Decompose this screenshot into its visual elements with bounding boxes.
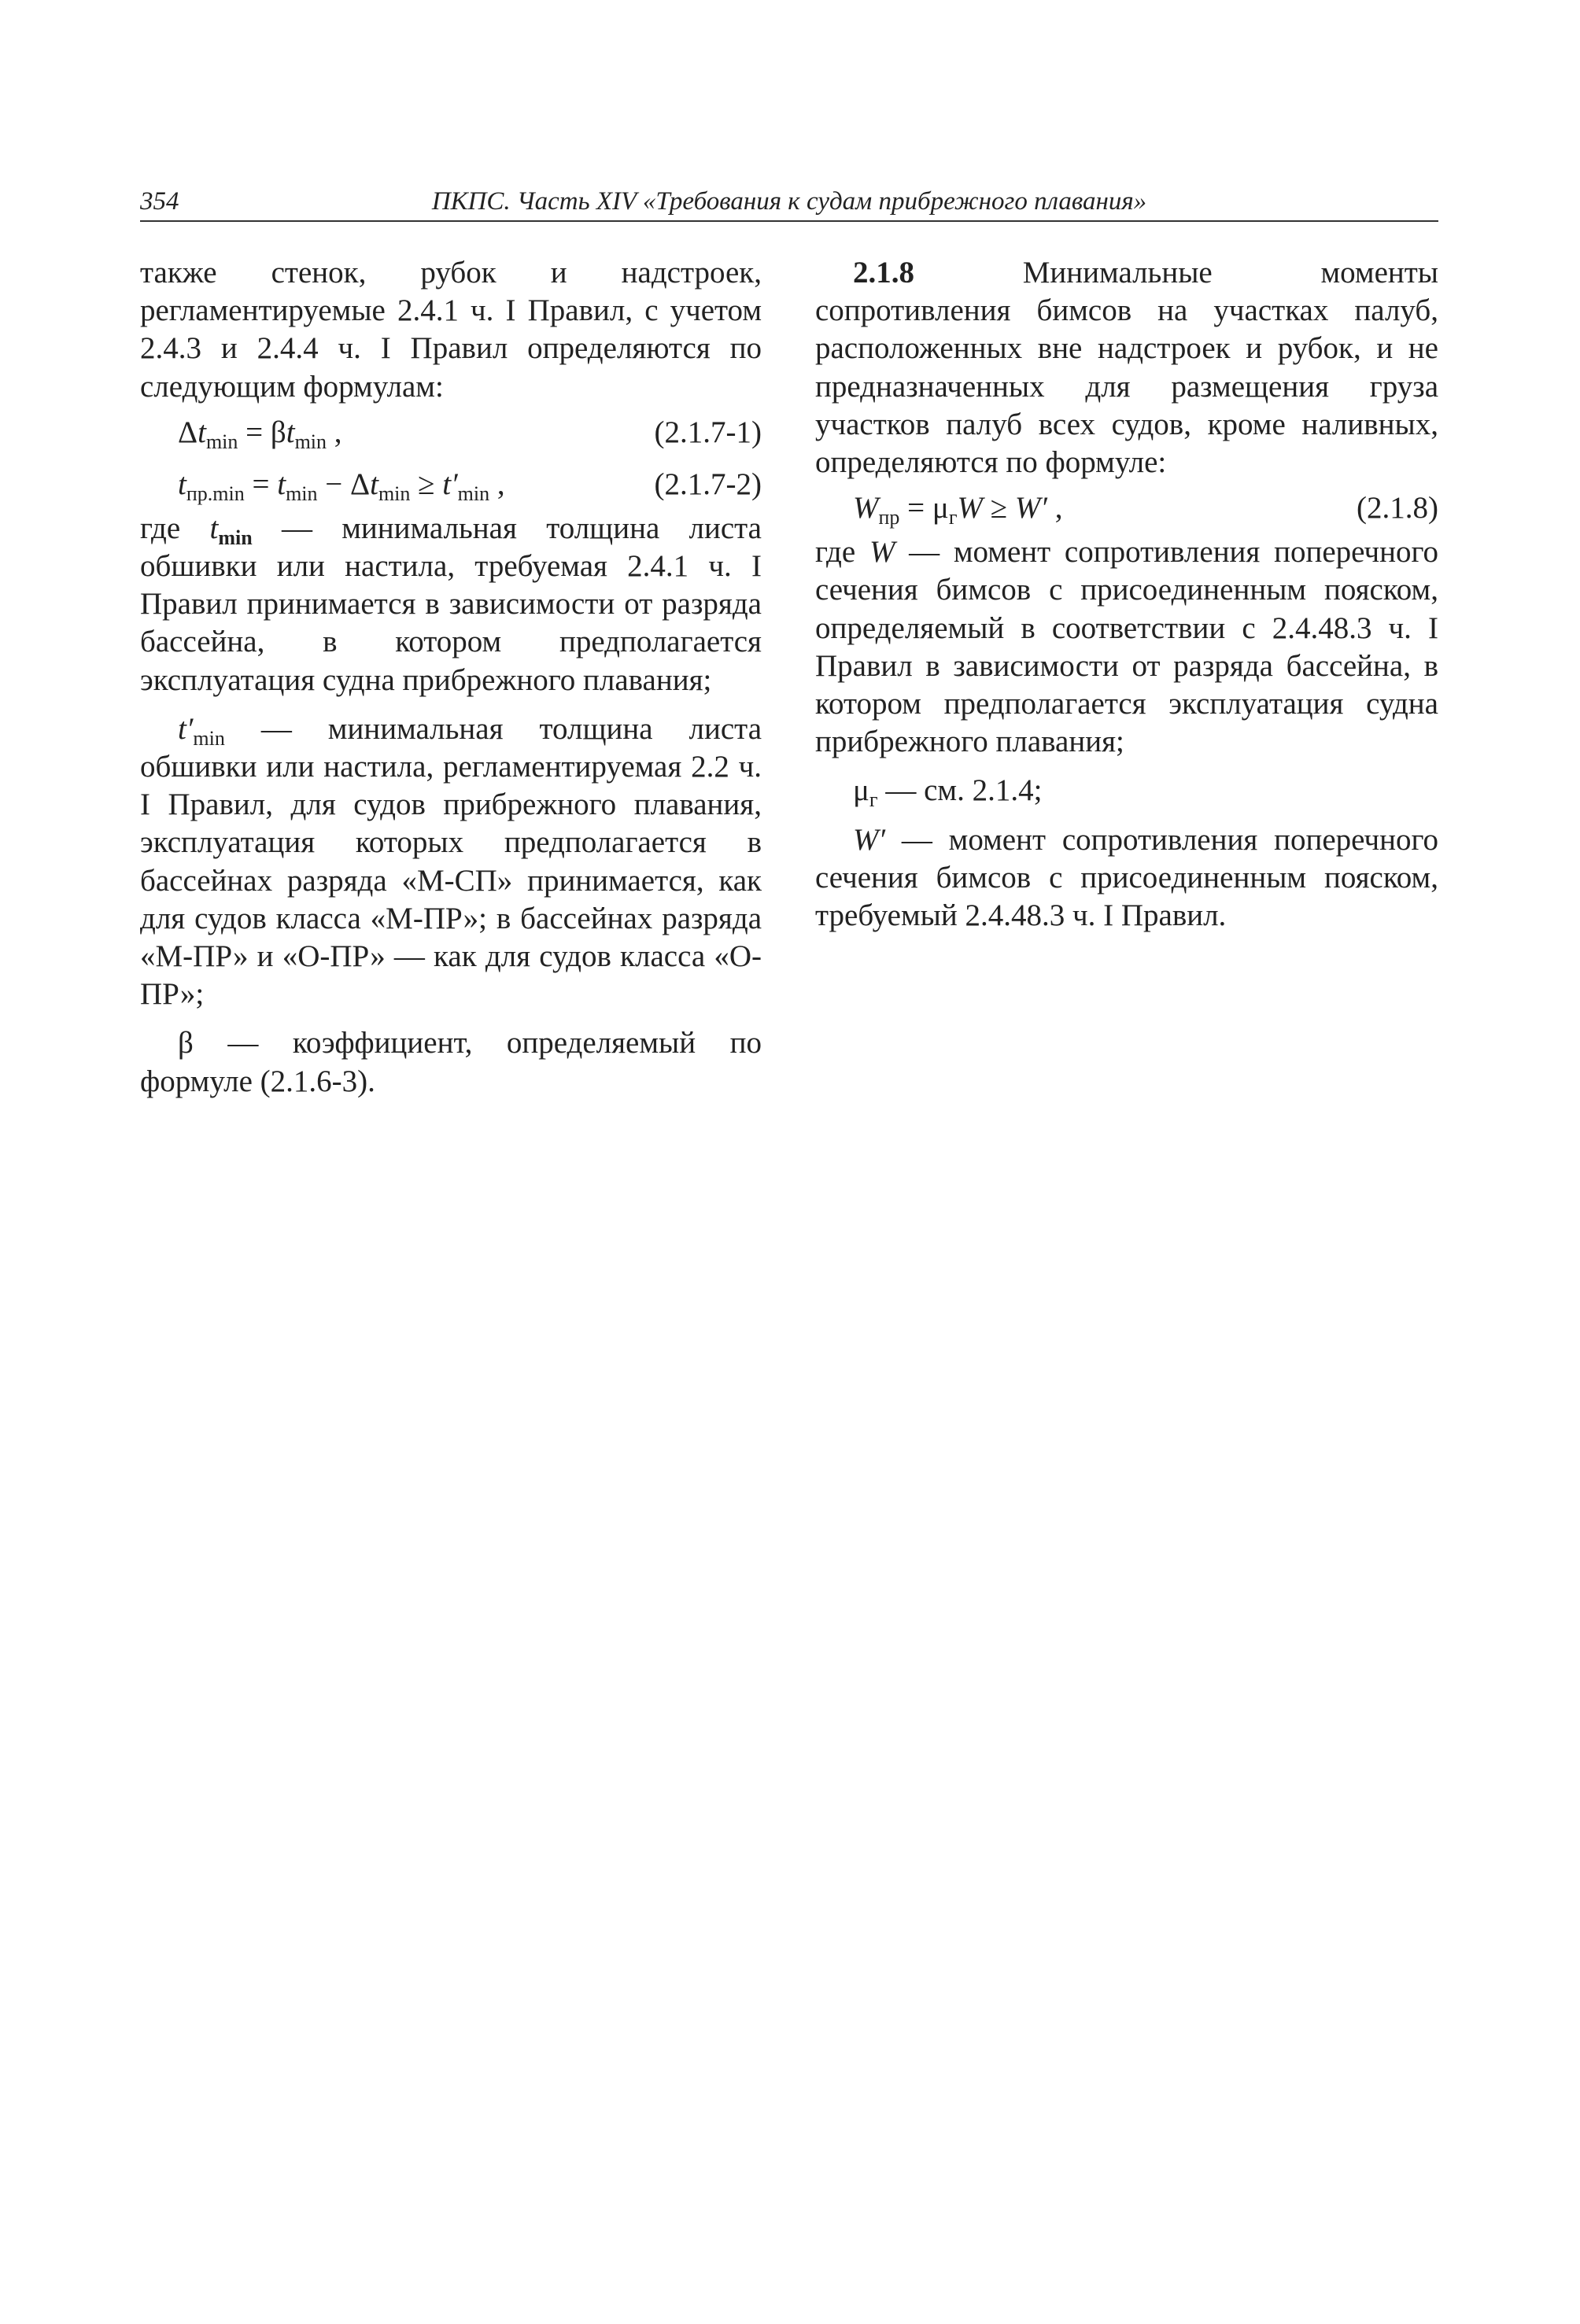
definition-text: — коэффициент, определяемый по формуле (2.1.6-3).: [140, 1026, 762, 1098]
where-label: где: [815, 535, 856, 570]
formula-number: (2.1.7-1): [654, 415, 762, 449]
definition-text: — см. 2.1.4;: [885, 773, 1043, 808]
definition-t-min: где $t_{min}$ — минимальная толщина листа обшивки или настила, требуемая 2.4.1 ч. I Правил принимается в зависимости от разряда бассейна, в котором предполагается эксплуатация судна прибрежного плавания;: [140, 511, 762, 697]
formula-number: (2.1.7-2): [654, 467, 762, 501]
section-2-1-8: [815, 254, 1438, 481]
definition-text: — момент сопротивления поперечного сечения бимсов с присоединенным пояском, требуемый 2.4.48.3 ч. I Правил.: [815, 822, 1438, 933]
formula-number: (2.1.8): [1357, 491, 1438, 526]
definition-beta: β — коэффициент, определяемый по формуле (2.1.6-3).: [140, 1026, 762, 1098]
page-header: [140, 183, 1438, 222]
definition-text: — момент сопротивления поперечного сечения бимсов с присоединенным пояском, определяемый в соответствии с 2.4.48.3 ч. I Правил в зависимости от разряда бассейна, в котором предполагается эксплуатация судна прибрежного плавания;: [815, 535, 1438, 759]
section-text: Минимальные моменты сопротивления бимсов на участках палуб, расположенных вне надстроек и рубок, и не предназначенных для размещения груза участков палуб всех судов, кроме наливных, определяются по формуле:: [815, 256, 1438, 480]
formula-expression: $W_{пр} = \mu_гW \ge W'$ ,: [853, 491, 1063, 529]
definition-t-prime-min: $t'_{min}$ — минимальная толщина листа обшивки или настила, регламентируемая 2.2 ч. I Правил, для судов прибрежного плавания, эксплуатация которых предполагается в бассейнах разряда «М-СП» принимается, как для судов класса «М-ПР»; в бассейнах разряда «М-ПР» и «О-ПР» — как для судов класса «О-ПР»;: [140, 711, 762, 1012]
formula-2-1-7-1: [140, 406, 762, 458]
section-number: 2.1.8: [853, 256, 914, 290]
formula-expression: $t_{пр.min} = t_{min} - \Delta t_{min} \ge t'_{min}$ ,: [178, 467, 505, 505]
left-column: [140, 254, 762, 1101]
definition-text: — минимальная толщина листа обшивки или настила, требуемая 2.4.1 ч. I Правил принимается в зависимости от разряда бассейна, в котором предполагается эксплуатация судна прибрежного плавания;: [140, 511, 762, 697]
formula-2-1-8: [815, 481, 1438, 533]
page-number: 354: [140, 187, 179, 216]
right-column: [815, 254, 1438, 935]
where-label: где: [140, 511, 181, 545]
definition-mu: $\mu_г$ — см. 2.1.4;: [853, 773, 1043, 812]
definition-W: где W — момент сопротивления поперечного сечения бимсов с присоединенным пояском, определяемый в соответствии с 2.4.48.3 ч. I Правил в зависимости от разряда бассейна, в котором предполагается эксплуатация судна прибрежного плавания;: [815, 535, 1438, 759]
definition-W-prime: W′ — момент сопротивления поперечного сечения бимсов с присоединенным пояском, требуемый 2.4.48.3 ч. I Правил.: [815, 822, 1438, 933]
formula-2-1-7-2: [140, 458, 762, 510]
definition-text: — минимальная толщина листа обшивки или настила, регламентируемая 2.2 ч. I Правил, для судов прибрежного плавания, эксплуатация которых предполагается в бассейнах разряда «М-СП» принимается, как для судов класса «М-ПР»; в бассейнах разряда «М-ПР» и «О-ПР» — как для судов класса «О-ПР»;: [140, 711, 762, 1012]
running-title: ПКПС. Часть XIV «Требования к судам прибрежного плавания»: [431, 187, 1147, 216]
intro-paragraph: также стенок, рубок и надстроек, регламентируемые 2.4.1 ч. I Правил, с учетом 2.4.3 и 2.4.4 ч. I Правил определяются по следующим формулам:: [140, 256, 762, 404]
formula-expression: $\Delta t_{min} = \beta t_{min}$ ,: [178, 415, 342, 453]
